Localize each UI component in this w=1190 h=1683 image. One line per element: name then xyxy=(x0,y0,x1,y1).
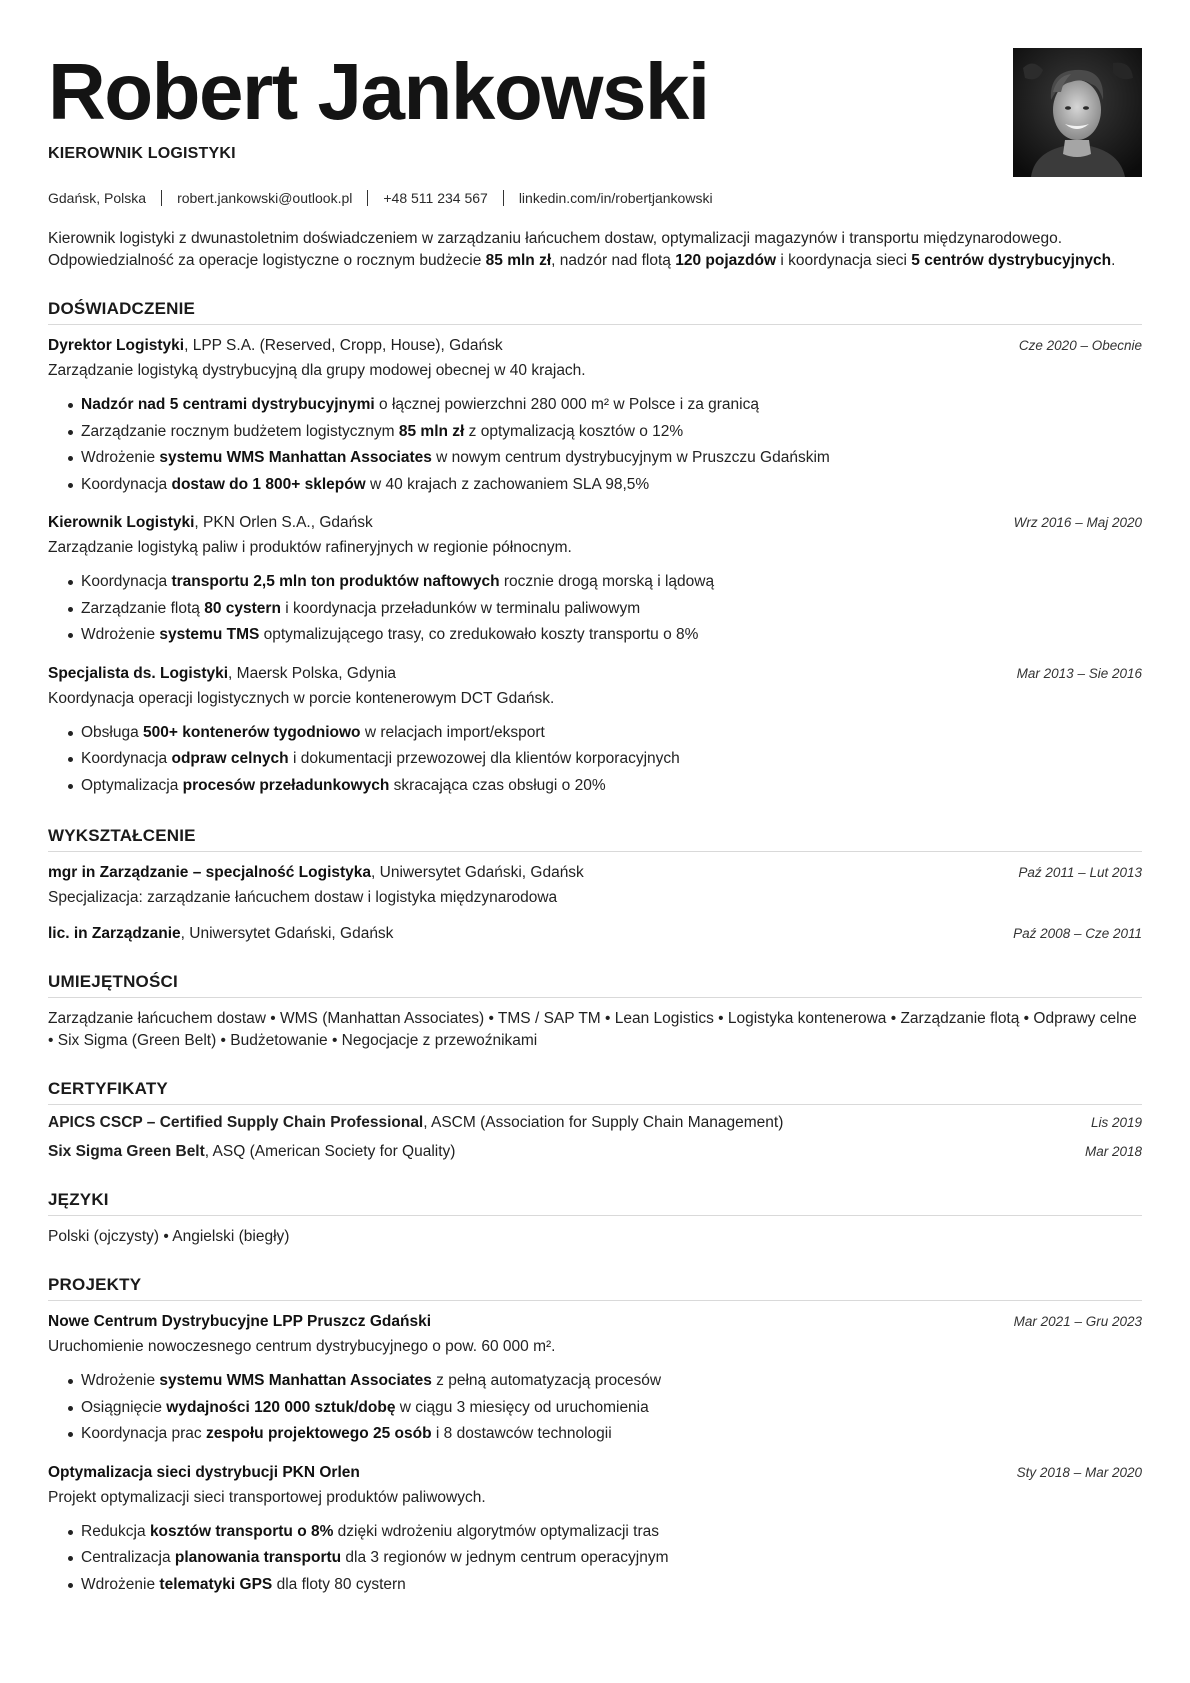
bullet-item: Wdrożenie systemu TMS optymalizującego trasy, co zredukowało koszty transportu o 8% xyxy=(68,622,1142,649)
job-role: Kierownik Logistyki xyxy=(48,514,195,531)
job-company: , LPP S.A. (Reserved, Cropp, House), Gdańsk xyxy=(184,337,503,354)
resume-header xyxy=(48,0,1142,228)
job-bullets xyxy=(48,569,1142,649)
contact-phone[interactable]: +48 511 234 567 xyxy=(383,190,488,206)
contact-location: Gdańsk, Polska xyxy=(48,190,147,206)
section-heading: CERTYFIKATY xyxy=(48,1079,1142,1105)
job-date: Cze 2020 – Obecnie xyxy=(1018,338,1142,353)
degree-name: lic. in Zarządzanie xyxy=(48,925,181,942)
job-role: Dyrektor Logistyki xyxy=(48,337,185,354)
education-section xyxy=(48,826,1142,945)
certificates-section xyxy=(48,1079,1142,1163)
project-entry xyxy=(48,1462,1142,1599)
education-entry xyxy=(48,862,1142,909)
job-title: KIEROWNIK LOGISTYKI xyxy=(48,145,236,162)
contact-separator xyxy=(367,190,368,206)
contact-separator xyxy=(503,190,504,206)
project-name: Optymalizacja sieci dystrybucji PKN Orlen xyxy=(48,1463,360,1481)
job-bullets xyxy=(48,392,1142,498)
experience-entry xyxy=(48,663,1142,800)
bullet-item: Obsługa 500+ kontenerów tygodniowo w relacjach import/eksport xyxy=(68,720,1142,747)
resume-page xyxy=(48,0,1142,1598)
job-description: Zarządzanie logistyką paliw i produktów rafineryjnych w regionie północnym. xyxy=(48,539,572,556)
job-description: Zarządzanie logistyką dystrybucyjną dla grupy modowej obecnej w 40 krajach. xyxy=(48,362,586,379)
skills-section xyxy=(48,972,1142,1052)
contact-separator xyxy=(161,190,162,206)
project-date: Sty 2018 – Mar 2020 xyxy=(1016,1464,1142,1480)
project-date: Mar 2021 – Gru 2023 xyxy=(1013,1314,1142,1329)
job-company: , PKN Orlen S.A., Gdańsk xyxy=(194,514,373,531)
experience-section xyxy=(48,299,1142,799)
section-heading: JĘZYKI xyxy=(48,1190,1142,1216)
contact-linkedin[interactable]: linkedin.com/in/robertjankowski xyxy=(518,190,713,206)
bullet-item: Osiągnięcie wydajności 120 000 sztuk/dobę w ciągu 3 miesięcy od uruchomienia xyxy=(68,1395,1142,1422)
degree-name: mgr in Zarządzanie – specjalność Logistyka xyxy=(48,864,372,881)
section-heading: WYKSZTAŁCENIE xyxy=(48,826,1142,852)
school-name: , Uniwersytet Gdański, Gdańsk xyxy=(180,925,394,942)
bullet-item: Wdrożenie systemu WMS Manhattan Associates w nowym centrum dystrybucyjnym w Pruszczu Gdańskim xyxy=(68,445,1142,472)
contact-email[interactable]: robert.jankowski@outlook.pl xyxy=(177,190,353,206)
contact-line xyxy=(48,190,713,206)
job-bullets xyxy=(48,720,1142,800)
job-company: , Maersk Polska, Gdynia xyxy=(228,664,397,682)
bullet-item: Wdrożenie systemu WMS Manhattan Associates z pełną automatyzacją procesów xyxy=(68,1368,1142,1395)
project-description: Uruchomienie nowoczesnego centrum dystrybucyjnego o pow. 60 000 m². xyxy=(48,1338,556,1355)
section-heading: UMIEJĘTNOŚCI xyxy=(48,972,1142,998)
certificate-date: Mar 2018 xyxy=(1084,1144,1142,1159)
experience-entry xyxy=(48,512,1142,649)
languages-section xyxy=(48,1190,1142,1248)
skills-list: Zarządzanie łańcuchem dostaw • WMS (Manhattan Associates) • TMS / SAP TM • Lean Logistics • Logistyka kontenerowa • Zarządzanie flotą • Odprawy celne • Six Sigma (Green Belt) • Budżetowanie • Negocjacje z przewoźnikami xyxy=(48,1010,1137,1049)
job-role: Specjalista ds. Logistyki xyxy=(48,664,229,682)
certificate-issuer: , ASCM (Association for Supply Chain Management) xyxy=(423,1114,784,1131)
job-date: Mar 2013 – Sie 2016 xyxy=(1016,665,1142,681)
certificate-entry xyxy=(48,1112,1142,1134)
job-description: Koordynacja operacji logistycznych w porcie kontenerowym DCT Gdańsk. xyxy=(48,689,555,707)
experience-entry xyxy=(48,335,1142,498)
bullet-item: Koordynacja transportu 2,5 mln ton produktów naftowych rocznie drogą morską i lądową xyxy=(68,569,1142,596)
bullet-item: Koordynacja odpraw celnych i dokumentacji przewozowej dla klientów korporacyjnych xyxy=(68,746,1142,773)
profile-photo xyxy=(1013,48,1142,177)
education-entry xyxy=(48,923,1142,945)
bullet-item: Zarządzanie rocznym budżetem logistycznym 85 mln zł z optymalizacją kosztów o 12% xyxy=(68,419,1142,446)
bullet-item: Optymalizacja procesów przeładunkowych skracająca czas obsługi o 20% xyxy=(68,773,1142,800)
certificate-name: APICS CSCP – Certified Supply Chain Professional xyxy=(48,1114,424,1131)
bullet-item: Koordynacja dostaw do 1 800+ sklepów w 40 krajach z zachowaniem SLA 98,5% xyxy=(68,472,1142,499)
certificate-name: Six Sigma Green Belt xyxy=(48,1143,205,1160)
certificate-date: Lis 2019 xyxy=(1090,1115,1142,1130)
project-entry xyxy=(48,1311,1142,1448)
person-name: Robert Jankowski xyxy=(48,47,709,136)
bullet-item: Redukcja kosztów transportu o 8% dzięki wdrożeniu algorytmów optymalizacji tras xyxy=(68,1519,1142,1546)
profile-photo-image xyxy=(1013,48,1142,177)
project-description: Projekt optymalizacji sieci transportowej produktów paliwowych. xyxy=(48,1488,486,1506)
section-heading: DOŚWIADCZENIE xyxy=(48,299,1142,325)
certificate-issuer: , ASQ (American Society for Quality) xyxy=(204,1143,456,1160)
education-description: Specjalizacja: zarządzanie łańcuchem dostaw i logistyka międzynarodowa xyxy=(48,889,558,906)
project-name: Nowe Centrum Dystrybucyjne LPP Pruszcz Gdański xyxy=(48,1313,432,1330)
projects-section xyxy=(48,1275,1142,1598)
project-bullets xyxy=(48,1519,1142,1599)
bullet-item: Nadzór nad 5 centrami dystrybucyjnymi o łącznej powierzchni 280 000 m² w Polsce i za granicą xyxy=(68,392,1142,419)
bullet-item: Zarządzanie flotą 80 cystern i koordynacja przeładunków w terminalu paliwowym xyxy=(68,596,1142,623)
certificate-entry xyxy=(48,1141,1142,1163)
section-heading: PROJEKTY xyxy=(48,1275,1142,1301)
project-bullets xyxy=(48,1368,1142,1448)
school-name: , Uniwersytet Gdański, Gdańsk xyxy=(371,864,584,881)
education-date: Paź 2008 – Cze 2011 xyxy=(1013,926,1142,941)
languages-list: Polski (ojczysty) • Angielski (biegły) xyxy=(48,1228,290,1245)
bullet-item: Centralizacja planowania transportu dla 3 regionów w jednym centrum operacyjnym xyxy=(68,1545,1142,1572)
summary-paragraph: Kierownik logistyki z dwunastoletnim doświadczeniem w zarządzaniu łańcuchem dostaw, optymalizacji magazynów i transportu międzynarodowego. Odpowiedzialność za operacje logistyczne o rocznym budżecie 85 mln zł, nadzór nad flotą 120 pojazdów i koordynacja sieci 5 centrów dystrybucyjnych. xyxy=(48,230,1116,269)
bullet-item: Koordynacja prac zespołu projektowego 25 osób i 8 dostawców technologii xyxy=(68,1421,1142,1448)
education-date: Paź 2011 – Lut 2013 xyxy=(1018,865,1142,880)
bullet-item: Wdrożenie telematyki GPS dla floty 80 cystern xyxy=(68,1572,1142,1599)
job-date: Wrz 2016 – Maj 2020 xyxy=(1013,515,1142,530)
